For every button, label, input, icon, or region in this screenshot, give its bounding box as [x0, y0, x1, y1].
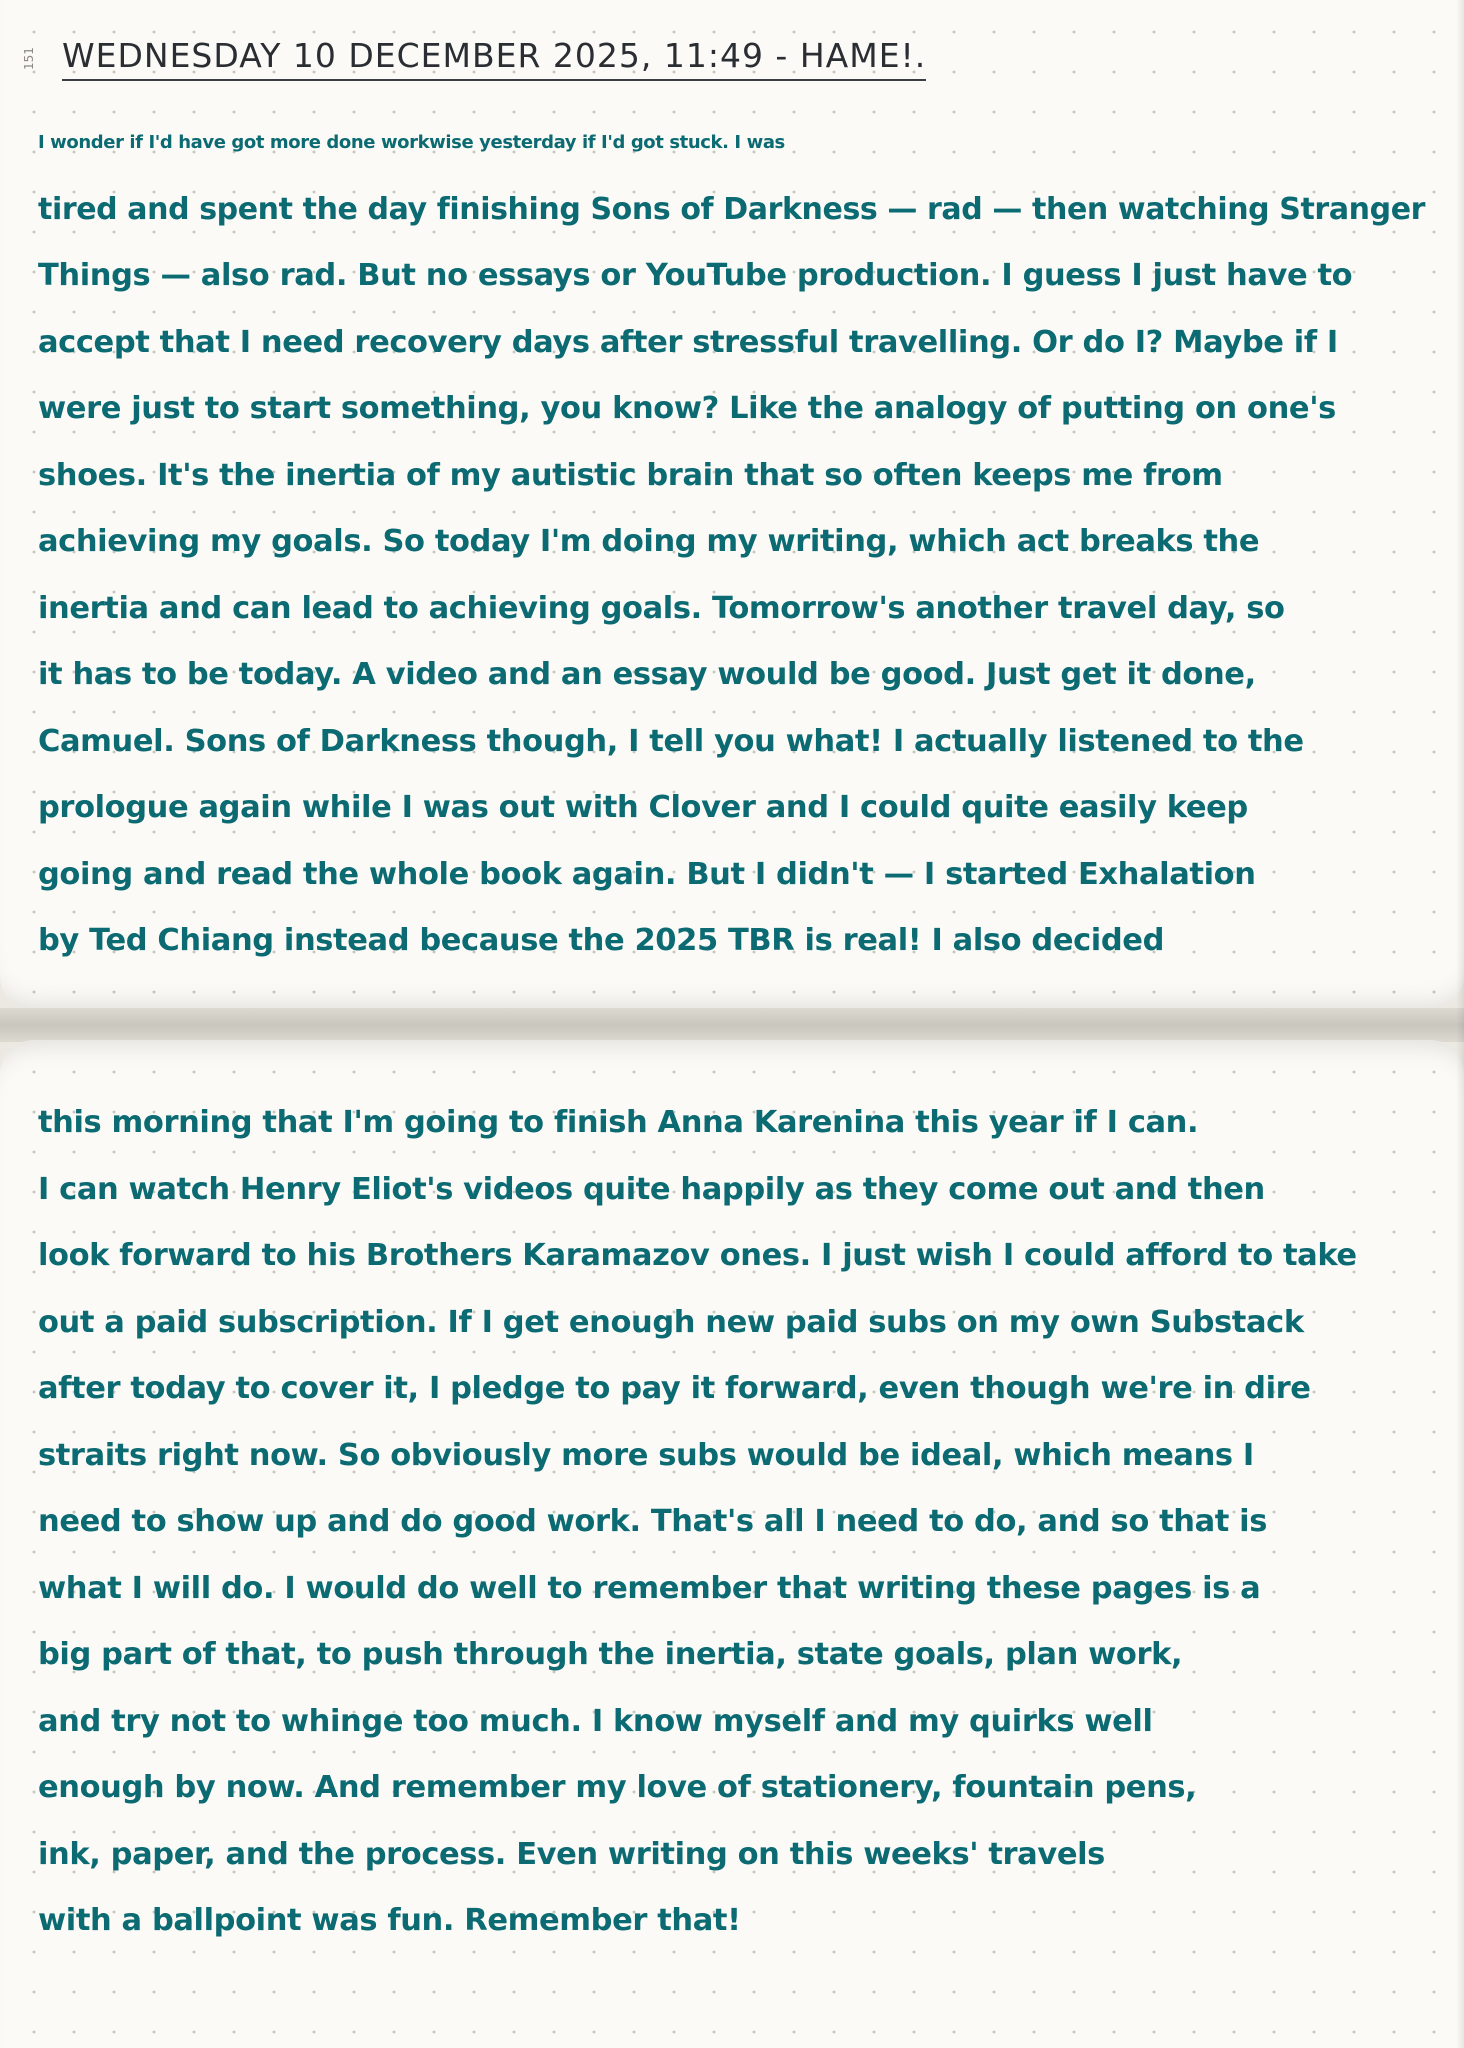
journal-date-heading: WEDNESDAY 10 DECEMBER 2025, 11:49 - HAME!.: [62, 36, 926, 81]
notebook-gutter: [0, 1008, 1464, 1042]
handwritten-line: by Ted Chiang instead because the 2025 TBR is real! I also decided: [38, 923, 1165, 958]
page-edge-shadow: [1456, 0, 1464, 2048]
handwritten-line: going and read the whole book again. But I didn't — I started Exhalation: [38, 856, 1256, 892]
notebook-page-bottom: [0, 1040, 1464, 2048]
handwritten-line: and try not to whinge too much. I know myself and my quirks well: [38, 1703, 1153, 1739]
handwritten-line: it has to be today. A video and an essay would be good. Just get it done,: [38, 657, 1256, 692]
handwritten-line: accept that I need recovery days after stressful travelling. Or do I? Maybe if I: [38, 324, 1338, 360]
handwritten-line: were just to start something, you know? Like the analogy of putting on one's: [38, 391, 1336, 426]
handwritten-line: enough by now. And remember my love of stationery, fountain pens,: [38, 1770, 1197, 1805]
handwritten-line: look forward to his Brothers Karamazov ones. I just wish I could afford to take: [38, 1238, 1357, 1273]
handwritten-line: what I will do. I would do well to remember that writing these pages is a: [38, 1570, 1261, 1606]
handwritten-line: I wonder if I'd have got more done workwise yesterday if I'd got stuck. I was: [38, 132, 785, 153]
top-page-text: [38, 110, 1425, 975]
bottom-page-text: [38, 1090, 1357, 1955]
handwritten-line: ink, paper, and the process. Even writing on this weeks' travels: [38, 1836, 1105, 1872]
handwritten-line: need to show up and do good work. That's all I need to do, and so that is: [38, 1504, 1267, 1539]
handwritten-line: big part of that, to push through the inertia, state goals, plan work,: [38, 1637, 1183, 1672]
handwritten-line: straits right now. So obviously more subs would be ideal, which means I: [38, 1437, 1254, 1473]
handwritten-line: Camuel. Sons of Darkness though, I tell you what! I actually listened to the: [38, 723, 1304, 759]
handwritten-line: I can watch Henry Eliot's videos quite happily as they come out and then: [38, 1171, 1265, 1207]
handwritten-line: shoes. It's the inertia of my autistic brain that so often keeps me from: [38, 457, 1223, 493]
handwritten-line: prologue again while I was out with Clover and I could quite easily keep: [38, 790, 1248, 825]
handwritten-line: achieving my goals. So today I'm doing my writing, which act breaks the: [38, 524, 1260, 559]
handwritten-line: Things — also rad. But no essays or YouTube production. I guess I just have to: [38, 258, 1353, 293]
handwritten-line: with a ballpoint was fun. Remember that!: [38, 1903, 741, 1938]
handwritten-line: after today to cover it, I pledge to pay it forward, even though we're in dire: [38, 1371, 1311, 1406]
handwritten-line: tired and spent the day finishing Sons of Darkness — rad — then watching Stranger: [38, 191, 1426, 227]
handwritten-line: this morning that I'm going to finish Anna Karenina this year if I can.: [38, 1105, 1199, 1140]
handwritten-line: inertia and can lead to achieving goals. Tomorrow's another travel day, so: [38, 590, 1285, 626]
handwritten-line: out a paid subscription. If I get enough new paid subs on my own Substack: [38, 1304, 1304, 1340]
page-number: 151: [22, 47, 36, 70]
notebook-page-top: [0, 0, 1464, 1010]
